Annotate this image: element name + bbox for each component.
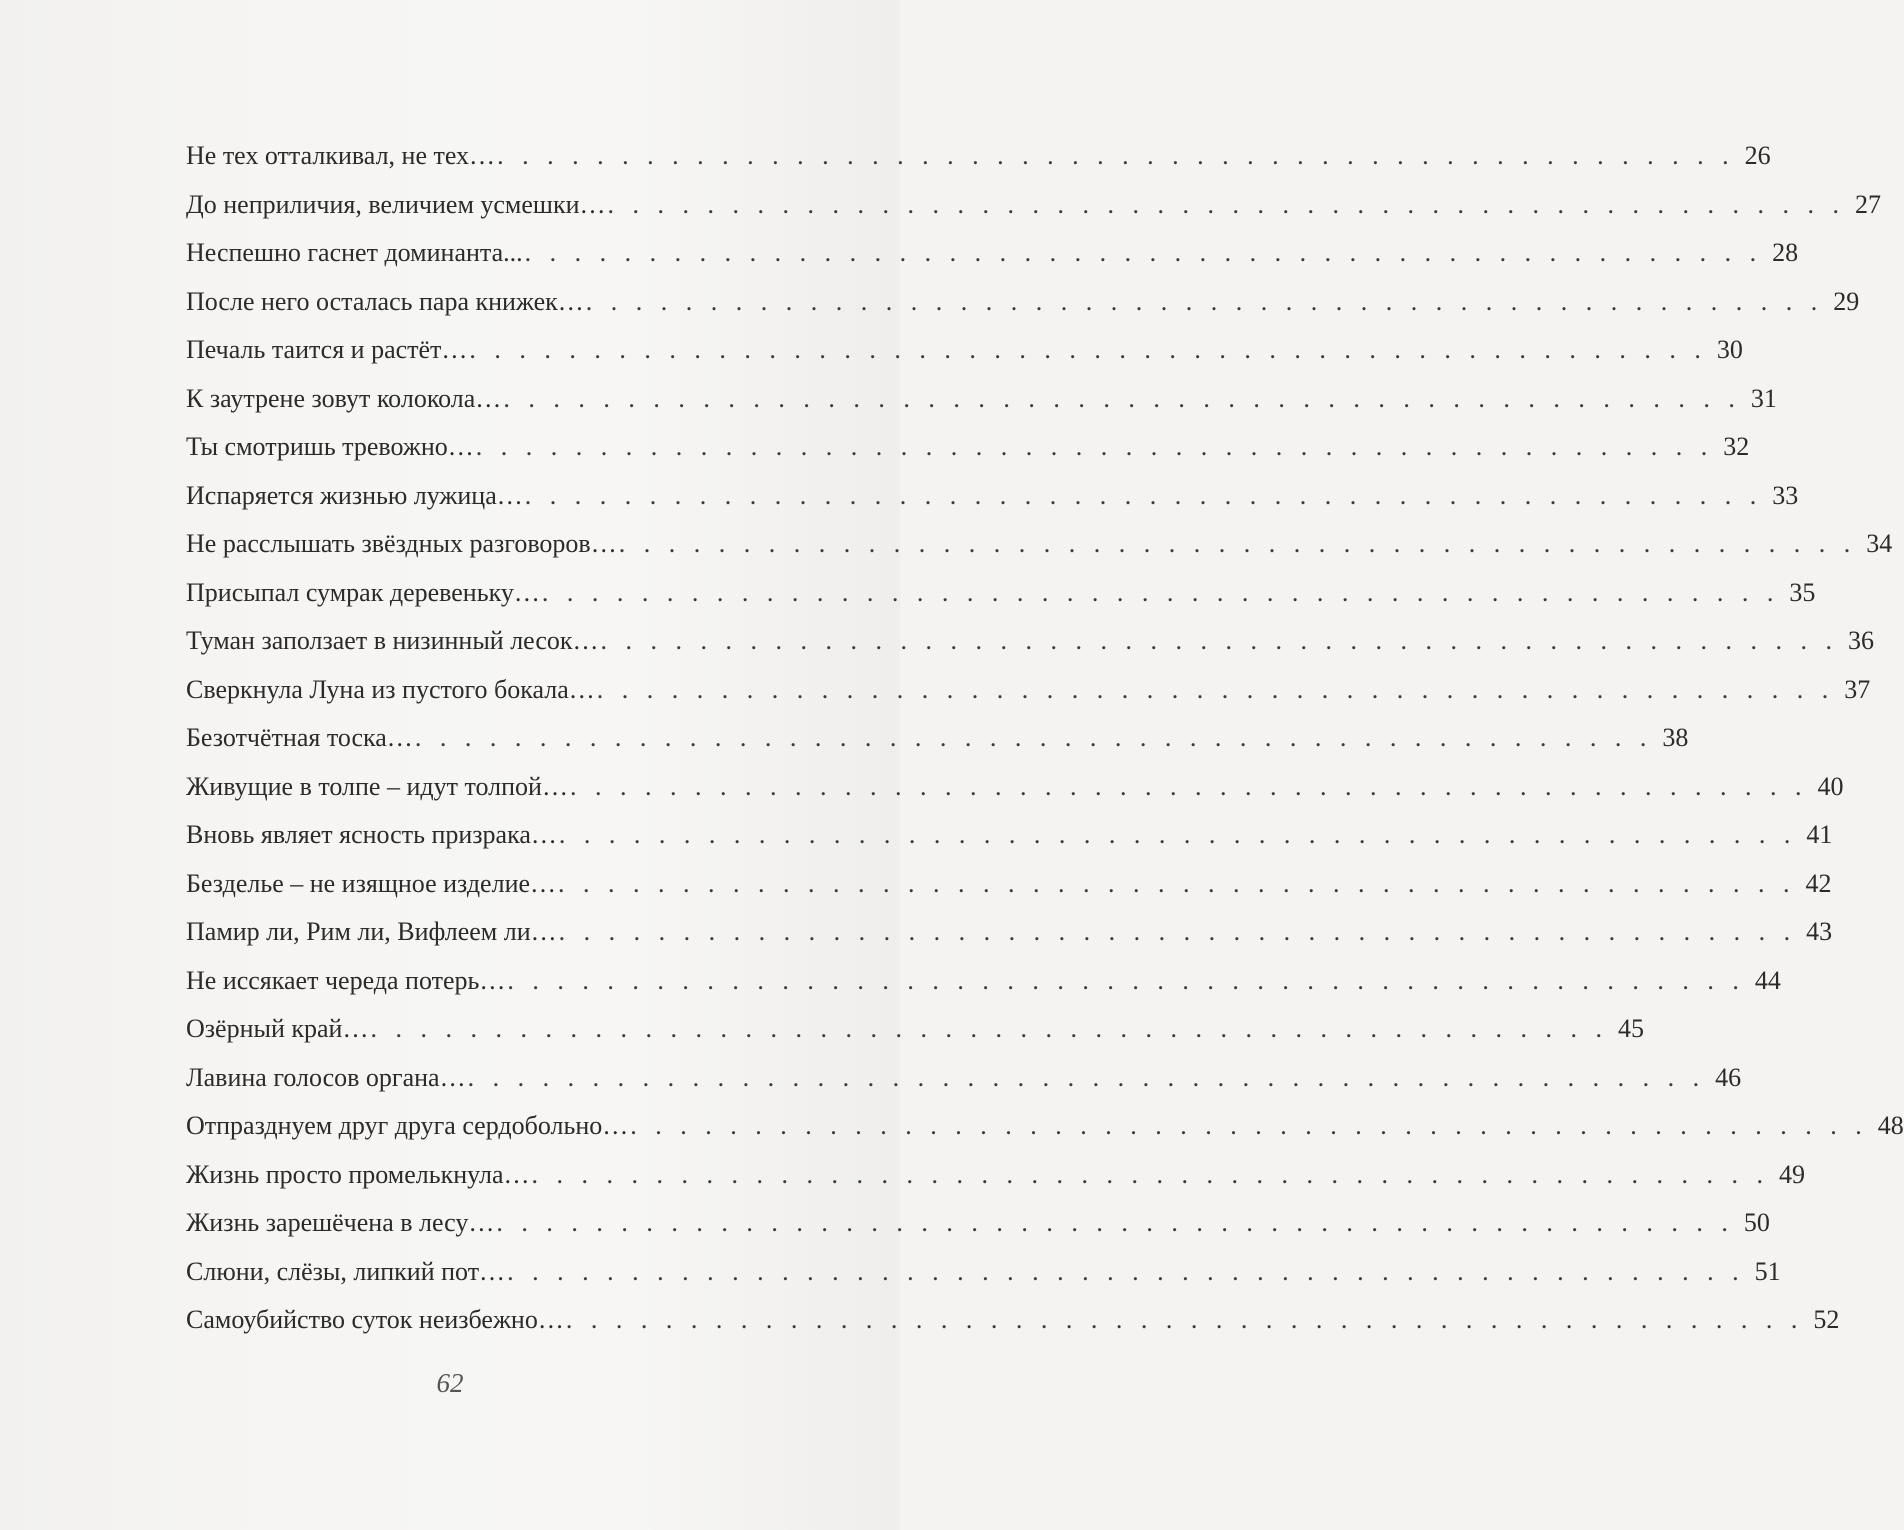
toc-entry [186, 1296, 1840, 1345]
toc-entry-title: Испаряется жизнью лужица… [186, 480, 523, 510]
toc-entry-page: 26 [1744, 141, 1771, 170]
toc-entry-title: Жизнь просто промелькнула… [186, 1159, 530, 1189]
toc-entry-page: 40 [1817, 771, 1844, 801]
toc-entry-page: 34 [1866, 529, 1893, 558]
toc-dot-leader: . . . . . . . . . . . . . . . . . . . . . . . . . . . . . . . . . . . . . . . . . . . . . . . . . . [524, 238, 1763, 267]
toc-entry-page: 46 [1715, 1062, 1742, 1092]
toc-entry-title: Памир ли, Рим ли, Вифлеем ли… [186, 917, 557, 946]
toc-entry-title: Живущие в толпе – идут толпой… [186, 771, 568, 801]
toc-dot-leader: . . . . . . . . . . . . . . . . . . . . . . . . . . . . . . . . . . . . . . . . . . . . . . . . . . [558, 820, 1797, 849]
toc-entry-page: 49 [1779, 1159, 1806, 1189]
toc-entry [186, 375, 1777, 424]
toc-dot-leader: . . . . . . . . . . . . . . . . . . . . . . . . . . . . . . . . . . . . . . . . . . . . . . . . . . [496, 1208, 1734, 1237]
toc-dot-leader: . . . . . . . . . . . . . . . . . . . . . . . . . . . . . . . . . . . . . . . . . . . . . . . . . . [600, 626, 1839, 655]
toc-entry [186, 714, 1689, 763]
toc-entry [186, 326, 1743, 375]
toc-entry [186, 1054, 1742, 1103]
toc-entry-page: 27 [1855, 189, 1881, 219]
toc-entry-title: Присыпал сумрак деревеньку… [186, 577, 540, 607]
toc-entry-title: Вновь являет ясность призрака… [186, 820, 557, 849]
toc-dot-leader: . . . . . . . . . . . . . . . . . . . . . . . . . . . . . . . . . . . . . . . . . . . . . . . . . . [414, 723, 1653, 752]
toc-entry-page: 44 [1754, 965, 1781, 995]
table-of-contents [186, 132, 1904, 1345]
toc-entry [186, 520, 1893, 569]
toc-entry-page: 51 [1754, 1256, 1781, 1286]
toc-entry [186, 229, 1799, 278]
toc-entry-title: Не расслышать звёздных разговоров… [186, 529, 617, 558]
toc-entry [186, 278, 1860, 327]
toc-entry [186, 1199, 1770, 1248]
toc-entry-page: 45 [1617, 1014, 1644, 1043]
toc-entry-page: 43 [1806, 917, 1833, 946]
toc-entry-title: Туман заползает в низинный лесок… [186, 626, 599, 655]
toc-entry-title: Сверкнула Луна из пустого бокала… [186, 674, 595, 704]
toc-entry [186, 132, 1771, 181]
page-number: 62 [436, 1368, 464, 1398]
toc-entry [186, 1151, 1806, 1200]
toc-entry-title: Жизнь зарешёчена в лесу… [186, 1208, 495, 1237]
toc-entry [186, 957, 1781, 1006]
toc-dot-leader: . . . . . . . . . . . . . . . . . . . . . . . . . . . . . . . . . . . . . . . . . . . . . . . . . . [507, 1256, 1745, 1286]
toc-entry-title: Ты смотришь тревожно… [186, 432, 474, 461]
toc-entry-title: Печаль таится и растёт… [186, 335, 468, 364]
toc-entry-title: Не иссякает череда потерь… [186, 965, 506, 995]
toc-entry [186, 1248, 1781, 1297]
toc-entry-page: 42 [1805, 868, 1832, 898]
toc-dot-leader: . . . . . . . . . . . . . . . . . . . . . . . . . . . . . . . . . . . . . . . . . . . . . . . . . . [507, 965, 1745, 995]
toc-dot-leader: . . . . . . . . . . . . . . . . . . . . . . . . . . . . . . . . . . . . . . . . . . . . . . . . . . [618, 529, 1857, 558]
toc-entry-page: 36 [1848, 626, 1875, 655]
toc-entry [186, 763, 1844, 812]
toc-dot-leader: . . . . . . . . . . . . . . . . . . . . . . . . . . . . . . . . . . . . . . . . . . . . . . . . . . [469, 335, 1707, 364]
toc-entry [186, 666, 1871, 715]
toc-entry-page: 52 [1813, 1305, 1840, 1334]
toc-entry [186, 472, 1799, 521]
toc-entry [186, 617, 1875, 666]
toc-entry-page: 32 [1723, 432, 1750, 461]
toc-entry-title: Слюни, слёзы, липкий пот… [186, 1256, 506, 1286]
toc-entry [186, 1102, 1904, 1151]
toc-dot-leader: . . . . . . . . . . . . . . . . . . . . . . . . . . . . . . . . . . . . . . . . . . . . . . . . . . [565, 1305, 1804, 1334]
toc-entry-title: Безотчётная тоска… [186, 723, 413, 752]
toc-entry-page: 37 [1844, 674, 1871, 704]
toc-dot-leader: . . . . . . . . . . . . . . . . . . . . . . . . . . . . . . . . . . . . . . . . . . . . . . . . . . [531, 1159, 1770, 1189]
toc-entry [186, 1005, 1644, 1054]
toc-dot-leader: . . . . . . . . . . . . . . . . . . . . . . . . . . . . . . . . . . . . . . . . . . . . . . . . . . [585, 286, 1824, 316]
toc-entry [186, 908, 1833, 957]
toc-dot-leader: . . . . . . . . . . . . . . . . . . . . . . . . . . . . . . . . . . . . . . . . . . . . . . . . . . [596, 674, 1835, 704]
toc-dot-leader: . . . . . . . . . . . . . . . . . . . . . . . . . . . . . . . . . . . . . . . . . . . . . . . . . . [503, 383, 1741, 413]
toc-entry-page: 50 [1743, 1208, 1770, 1237]
toc-entry-title: Неспешно гаснет доминанта... [186, 238, 523, 267]
toc-dot-leader: . . . . . . . . . . . . . . . . . . . . . . . . . . . . . . . . . . . . . . . . . . . . . . . . . . [558, 917, 1797, 946]
toc-entry-page: 30 [1716, 335, 1743, 364]
toc-entry-title: Озёрный край… [186, 1014, 369, 1043]
toc-dot-leader: . . . . . . . . . . . . . . . . . . . . . . . . . . . . . . . . . . . . . . . . . . . . . . . . . . [630, 1111, 1868, 1140]
toc-entry [186, 423, 1750, 472]
toc-entry [186, 181, 1881, 230]
toc-entry-title: Самоубийство суток неизбежно… [186, 1305, 564, 1334]
toc-entry-title: Отпразднуем друг друга сердобольно… [186, 1111, 629, 1140]
toc-dot-leader: . . . . . . . . . . . . . . . . . . . . . . . . . . . . . . . . . . . . . . . . . . . . . . . . . . [475, 432, 1714, 461]
toc-entry-title: Не тех отталкивал, не тех… [186, 141, 496, 170]
toc-entry-page: 35 [1789, 577, 1816, 607]
toc-entry [186, 811, 1833, 860]
toc-dot-leader: . . . . . . . . . . . . . . . . . . . . . . . . . . . . . . . . . . . . . . . . . . . . . . . . . . [467, 1062, 1706, 1092]
toc-entry-title: Безделье – не изящное изделие… [186, 868, 557, 898]
toc-entry-title: До неприличия, величием усмешки… [186, 189, 606, 219]
toc-entry-page: 41 [1806, 820, 1833, 849]
toc-entry [186, 569, 1816, 618]
toc-dot-leader: . . . . . . . . . . . . . . . . . . . . . . . . . . . . . . . . . . . . . . . . . . . . . . . . . . [541, 577, 1780, 607]
toc-entry-page: 28 [1772, 238, 1799, 267]
toc-dot-leader: . . . . . . . . . . . . . . . . . . . . . . . . . . . . . . . . . . . . . . . . . . . . . . . . . . [497, 141, 1735, 170]
toc-entry-page: 48 [1877, 1111, 1904, 1140]
toc-entry [186, 860, 1832, 909]
toc-dot-leader: . . . . . . . . . . . . . . . . . . . . . . . . . . . . . . . . . . . . . . . . . . . . . . . . . . [558, 868, 1796, 898]
toc-entry-title: К заутрене зовут колокола… [186, 383, 502, 413]
toc-entry-title: После него осталась пара книжек… [186, 286, 584, 316]
toc-entry-page: 38 [1662, 723, 1689, 752]
toc-entry-title: Лавина голосов органа… [186, 1062, 466, 1092]
toc-dot-leader: . . . . . . . . . . . . . . . . . . . . . . . . . . . . . . . . . . . . . . . . . . . . . . . . . . [370, 1014, 1608, 1043]
toc-dot-leader: . . . . . . . . . . . . . . . . . . . . . . . . . . . . . . . . . . . . . . . . . . . . . . . . . . [569, 771, 1808, 801]
toc-entry-page: 31 [1750, 383, 1777, 413]
toc-entry-page: 33 [1772, 480, 1799, 510]
toc-dot-leader: . . . . . . . . . . . . . . . . . . . . . . . . . . . . . . . . . . . . . . . . . . . . . . . . . . [524, 480, 1763, 510]
toc-dot-leader: . . . . . . . . . . . . . . . . . . . . . . . . . . . . . . . . . . . . . . . . . . . . . . . . . . [607, 189, 1845, 219]
toc-entry-page: 29 [1833, 286, 1860, 316]
